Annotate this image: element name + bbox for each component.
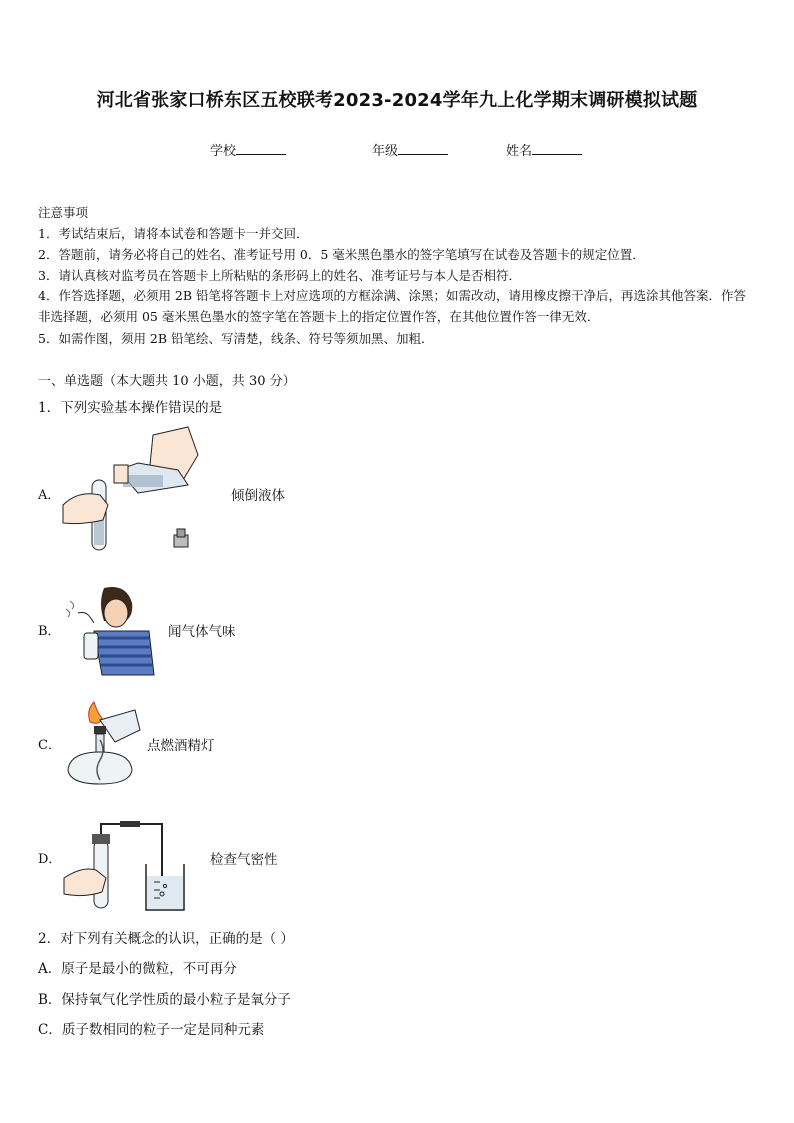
page-title: 河北省张家口桥东区五校联考2023-2024学年九上化学期末调研模拟试题 bbox=[96, 90, 698, 111]
lighting-alcohol-lamp-illustration bbox=[60, 700, 145, 788]
airtightness-check-illustration bbox=[62, 818, 194, 913]
option-label: 倾倒液体 bbox=[231, 488, 285, 504]
name-label: 姓名 bbox=[506, 144, 533, 159]
school-blank[interactable] bbox=[236, 142, 286, 155]
option-text: A．原子是最小的微粒，不可再分 bbox=[38, 961, 237, 977]
option-label: 检查气密性 bbox=[210, 852, 278, 868]
notice-heading: 注意事项 bbox=[38, 205, 89, 220]
school-field[interactable] bbox=[210, 140, 286, 159]
notice-item: 5．如需作图，须用 2B 铅笔绘、写清楚，线条、符号等须加黑、加粗． bbox=[38, 331, 434, 346]
smelling-gas-illustration bbox=[64, 583, 159, 678]
school-label: 学校 bbox=[210, 144, 237, 159]
option-label: 闻气体气味 bbox=[168, 624, 236, 640]
option-text: C．质子数相同的粒子一定是同种元素 bbox=[38, 1022, 265, 1038]
option-letter: D． bbox=[38, 852, 62, 867]
option-letter: B． bbox=[38, 624, 61, 639]
notice-item: 3．请认真核对监考员在答题卡上所粘贴的条形码上的姓名、准考证号与本人是否相符． bbox=[38, 268, 521, 283]
question-stem: 2．对下列有关概念的认识，正确的是（ ） bbox=[38, 931, 294, 947]
option-letter: C． bbox=[38, 738, 61, 753]
pouring-liquid-illustration bbox=[58, 425, 208, 555]
notice-item: 2．答题前，请务必将自己的姓名、准考证号用 0．5 毫米黑色墨水的签字笔填写在试卷及答题卡的规定位置． bbox=[38, 247, 645, 262]
question-stem: 1．下列实验基本操作错误的是 bbox=[38, 400, 223, 416]
option-letter: A． bbox=[38, 488, 61, 503]
grade-field[interactable] bbox=[372, 140, 448, 159]
name-blank[interactable] bbox=[532, 142, 582, 155]
option-text: B．保持氧气化学性质的最小粒子是氧分子 bbox=[38, 992, 291, 1008]
notice-item: 4．作答选择题，必须用 2B 铅笔将答题卡上对应选项的方框涂满、涂黑；如需改动，请用橡皮擦干净后，再选涂其他答案．作答非选择题，必须用 05 毫米黑色墨水的签字笔在答题卡上的指定位置作答，在其他位置作答一律无效． bbox=[38, 288, 747, 324]
grade-label: 年级 bbox=[372, 144, 399, 159]
grade-blank[interactable] bbox=[398, 142, 448, 155]
option-label: 点燃酒精灯 bbox=[147, 738, 215, 754]
section-heading: 一、单选题（本大题共 10 小题，共 30 分） bbox=[38, 374, 296, 389]
name-field[interactable] bbox=[506, 140, 582, 159]
notice-item: 1．考试结束后，请将本试卷和答题卡一并交回． bbox=[38, 226, 309, 241]
